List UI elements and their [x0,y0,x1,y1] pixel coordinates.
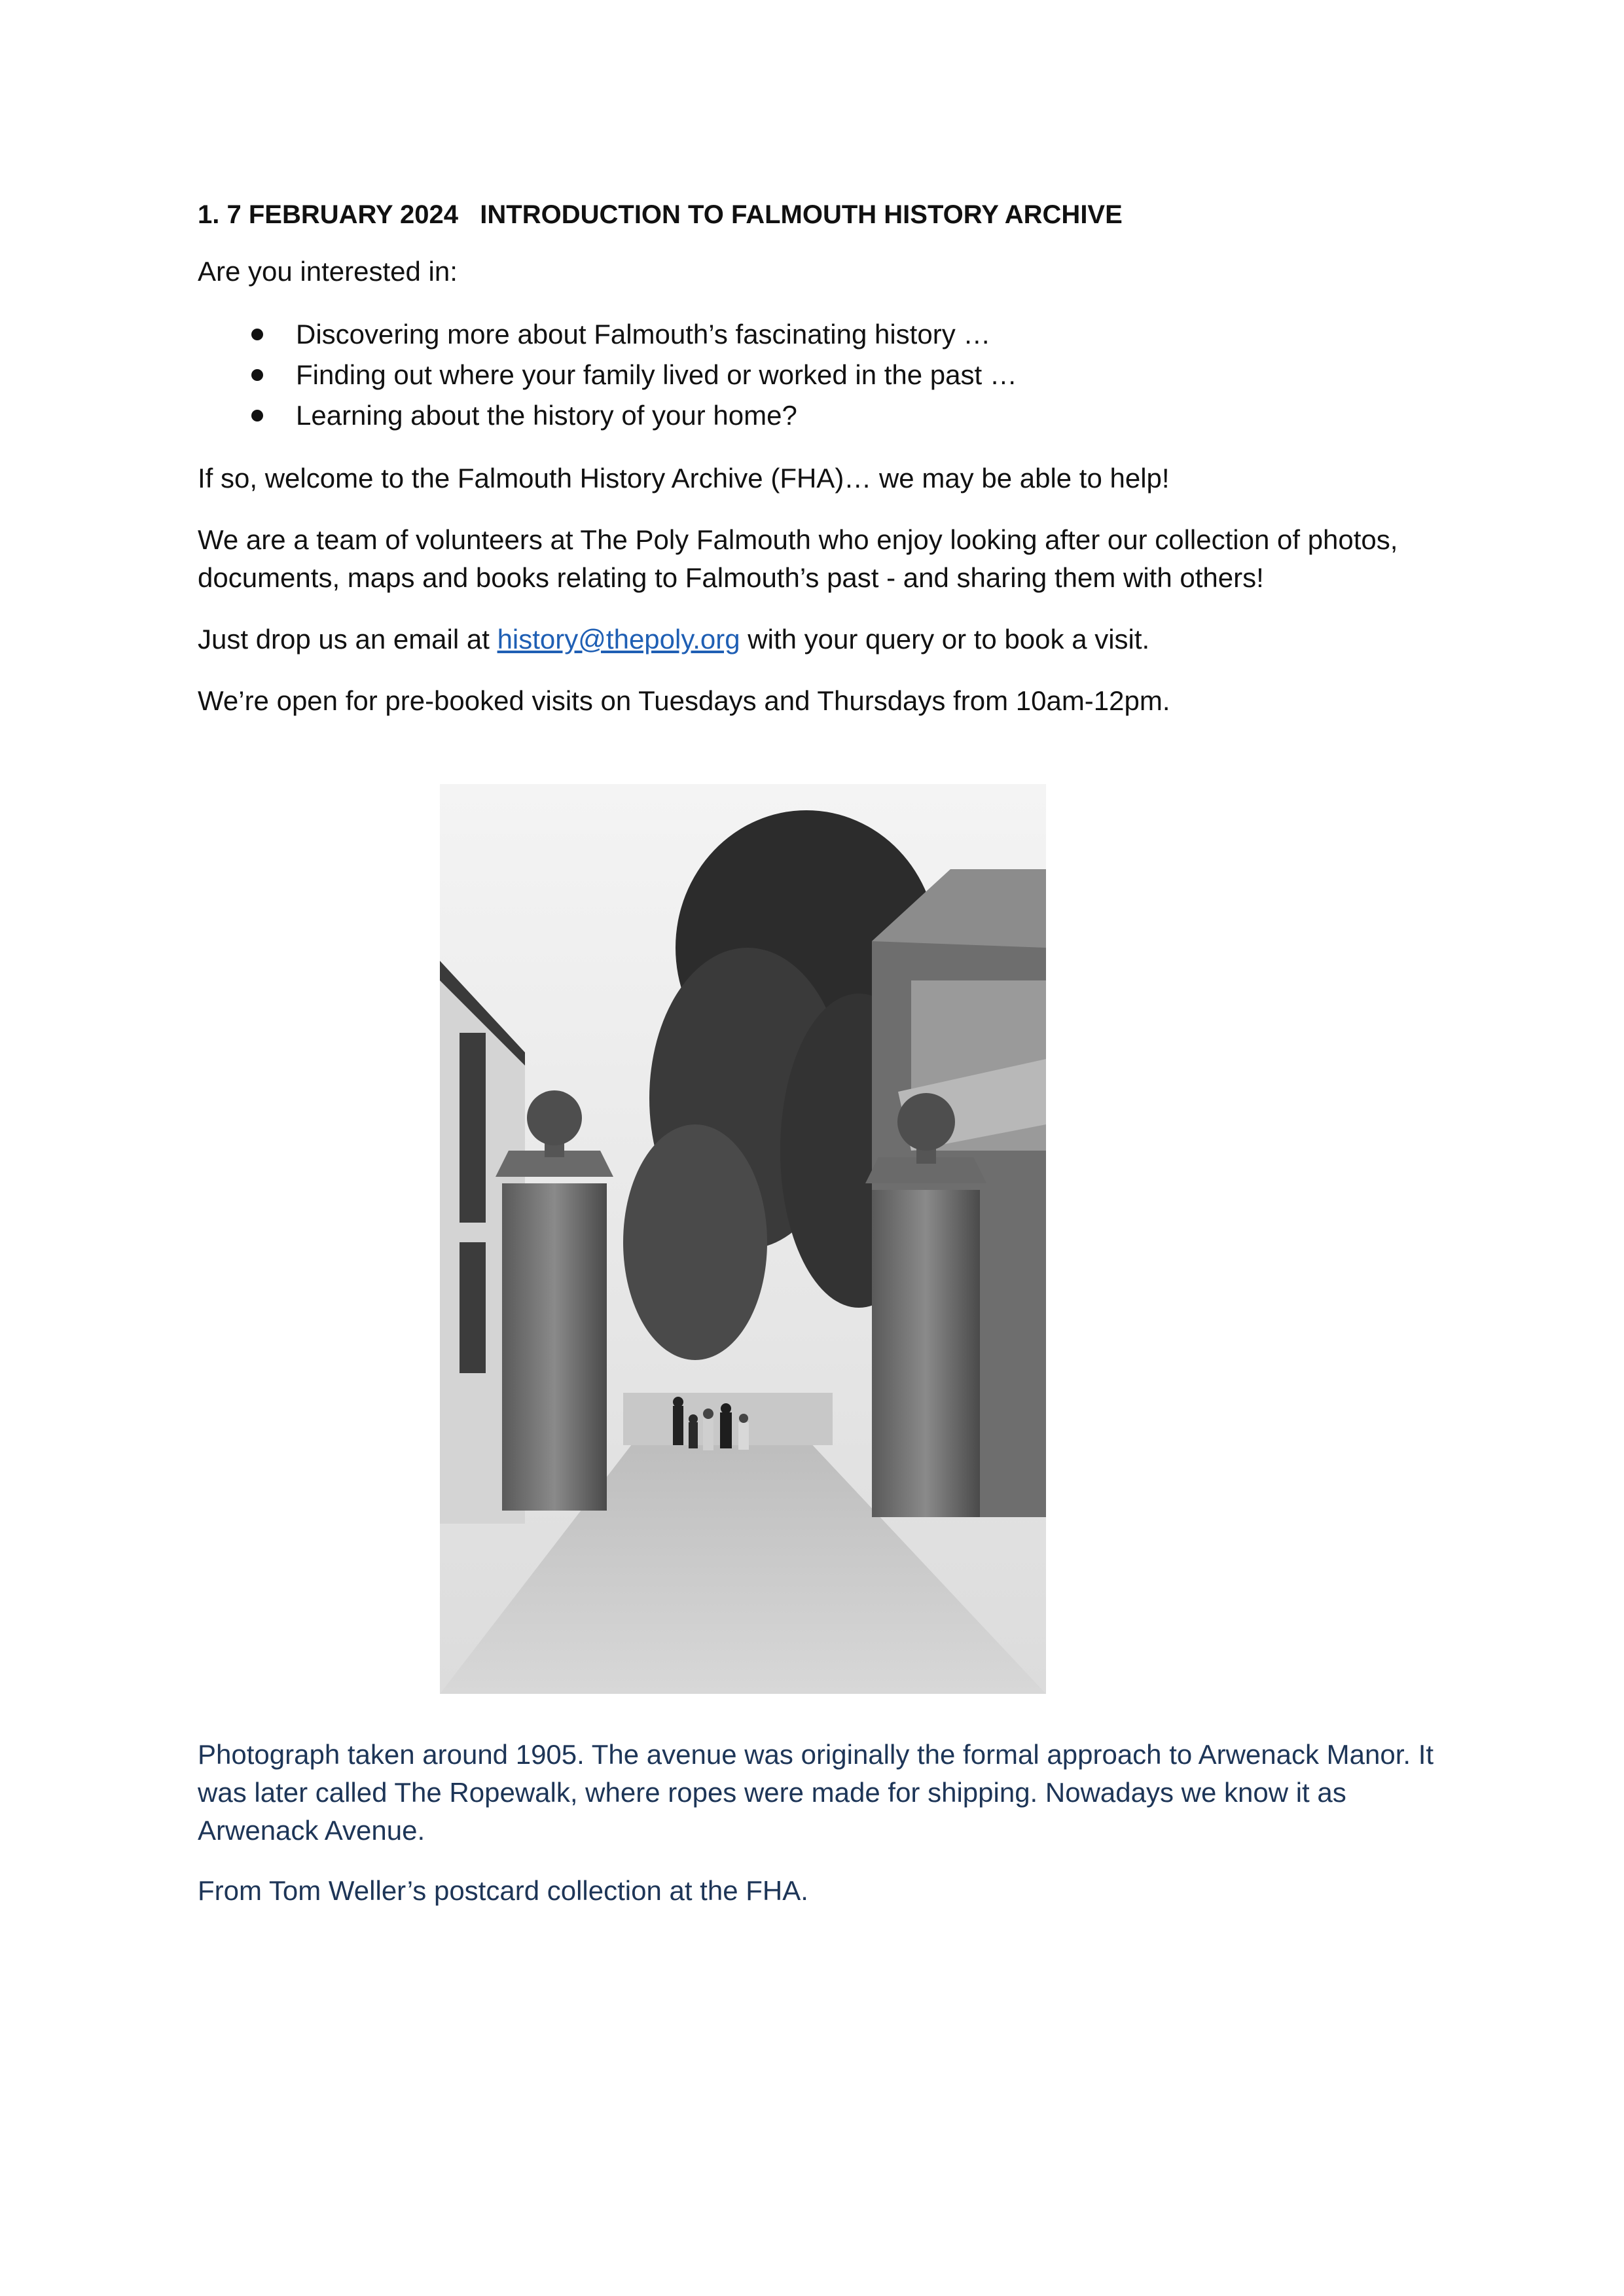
email-link[interactable]: history@thepoly.org [497,624,740,655]
list-item-text: Learning about the history of your home? [296,400,797,431]
list-item [198,314,1441,355]
page-heading: 1. 7 FEBRUARY 2024 INTRODUCTION TO FALMOUTH HISTORY ARCHIVE [198,200,1123,229]
photo-caption [198,1736,1441,1932]
list-item [198,355,1441,395]
team-text: We are a team of volunteers at The Poly Falmouth who enjoy looking after our collection of photos, documents, maps and books relating to Falmouth’s past - and sharing them with others! [198,524,1398,593]
historic-photograph [440,784,1046,1694]
welcome-text: If so, welcome to the Falmouth History Archive (FHA)… we may be able to help! [198,463,1170,493]
document-body [198,196,1441,744]
list-item-text: Finding out where your family lived or worked in the past … [296,359,1017,390]
bullet-icon [251,410,263,422]
caption-text: Photograph taken around 1905. The avenue was originally the formal approach to Arwenack Manor. It was later called The Ropewalk, where ropes were made for shipping. Nowadays we know it as Arwenack Avenue. [198,1739,1434,1846]
bullet-icon [251,329,263,340]
opening-hours-text: We’re open for pre-booked visits on Tuesdays and Thursdays from 10am-12pm. [198,685,1170,716]
intro-text: Are you interested in: [198,256,458,287]
contact-text [198,620,1441,658]
list-item-text: Discovering more about Falmouth’s fascinating history … [296,319,991,350]
contact-before: Just drop us an email at [198,624,497,655]
caption-credit: From Tom Weller’s postcard collection at the FHA. [198,1875,808,1906]
list-item [198,395,1441,436]
interest-list [198,314,1441,436]
bullet-icon [251,369,263,381]
contact-after: with your query or to book a visit. [740,624,1150,655]
